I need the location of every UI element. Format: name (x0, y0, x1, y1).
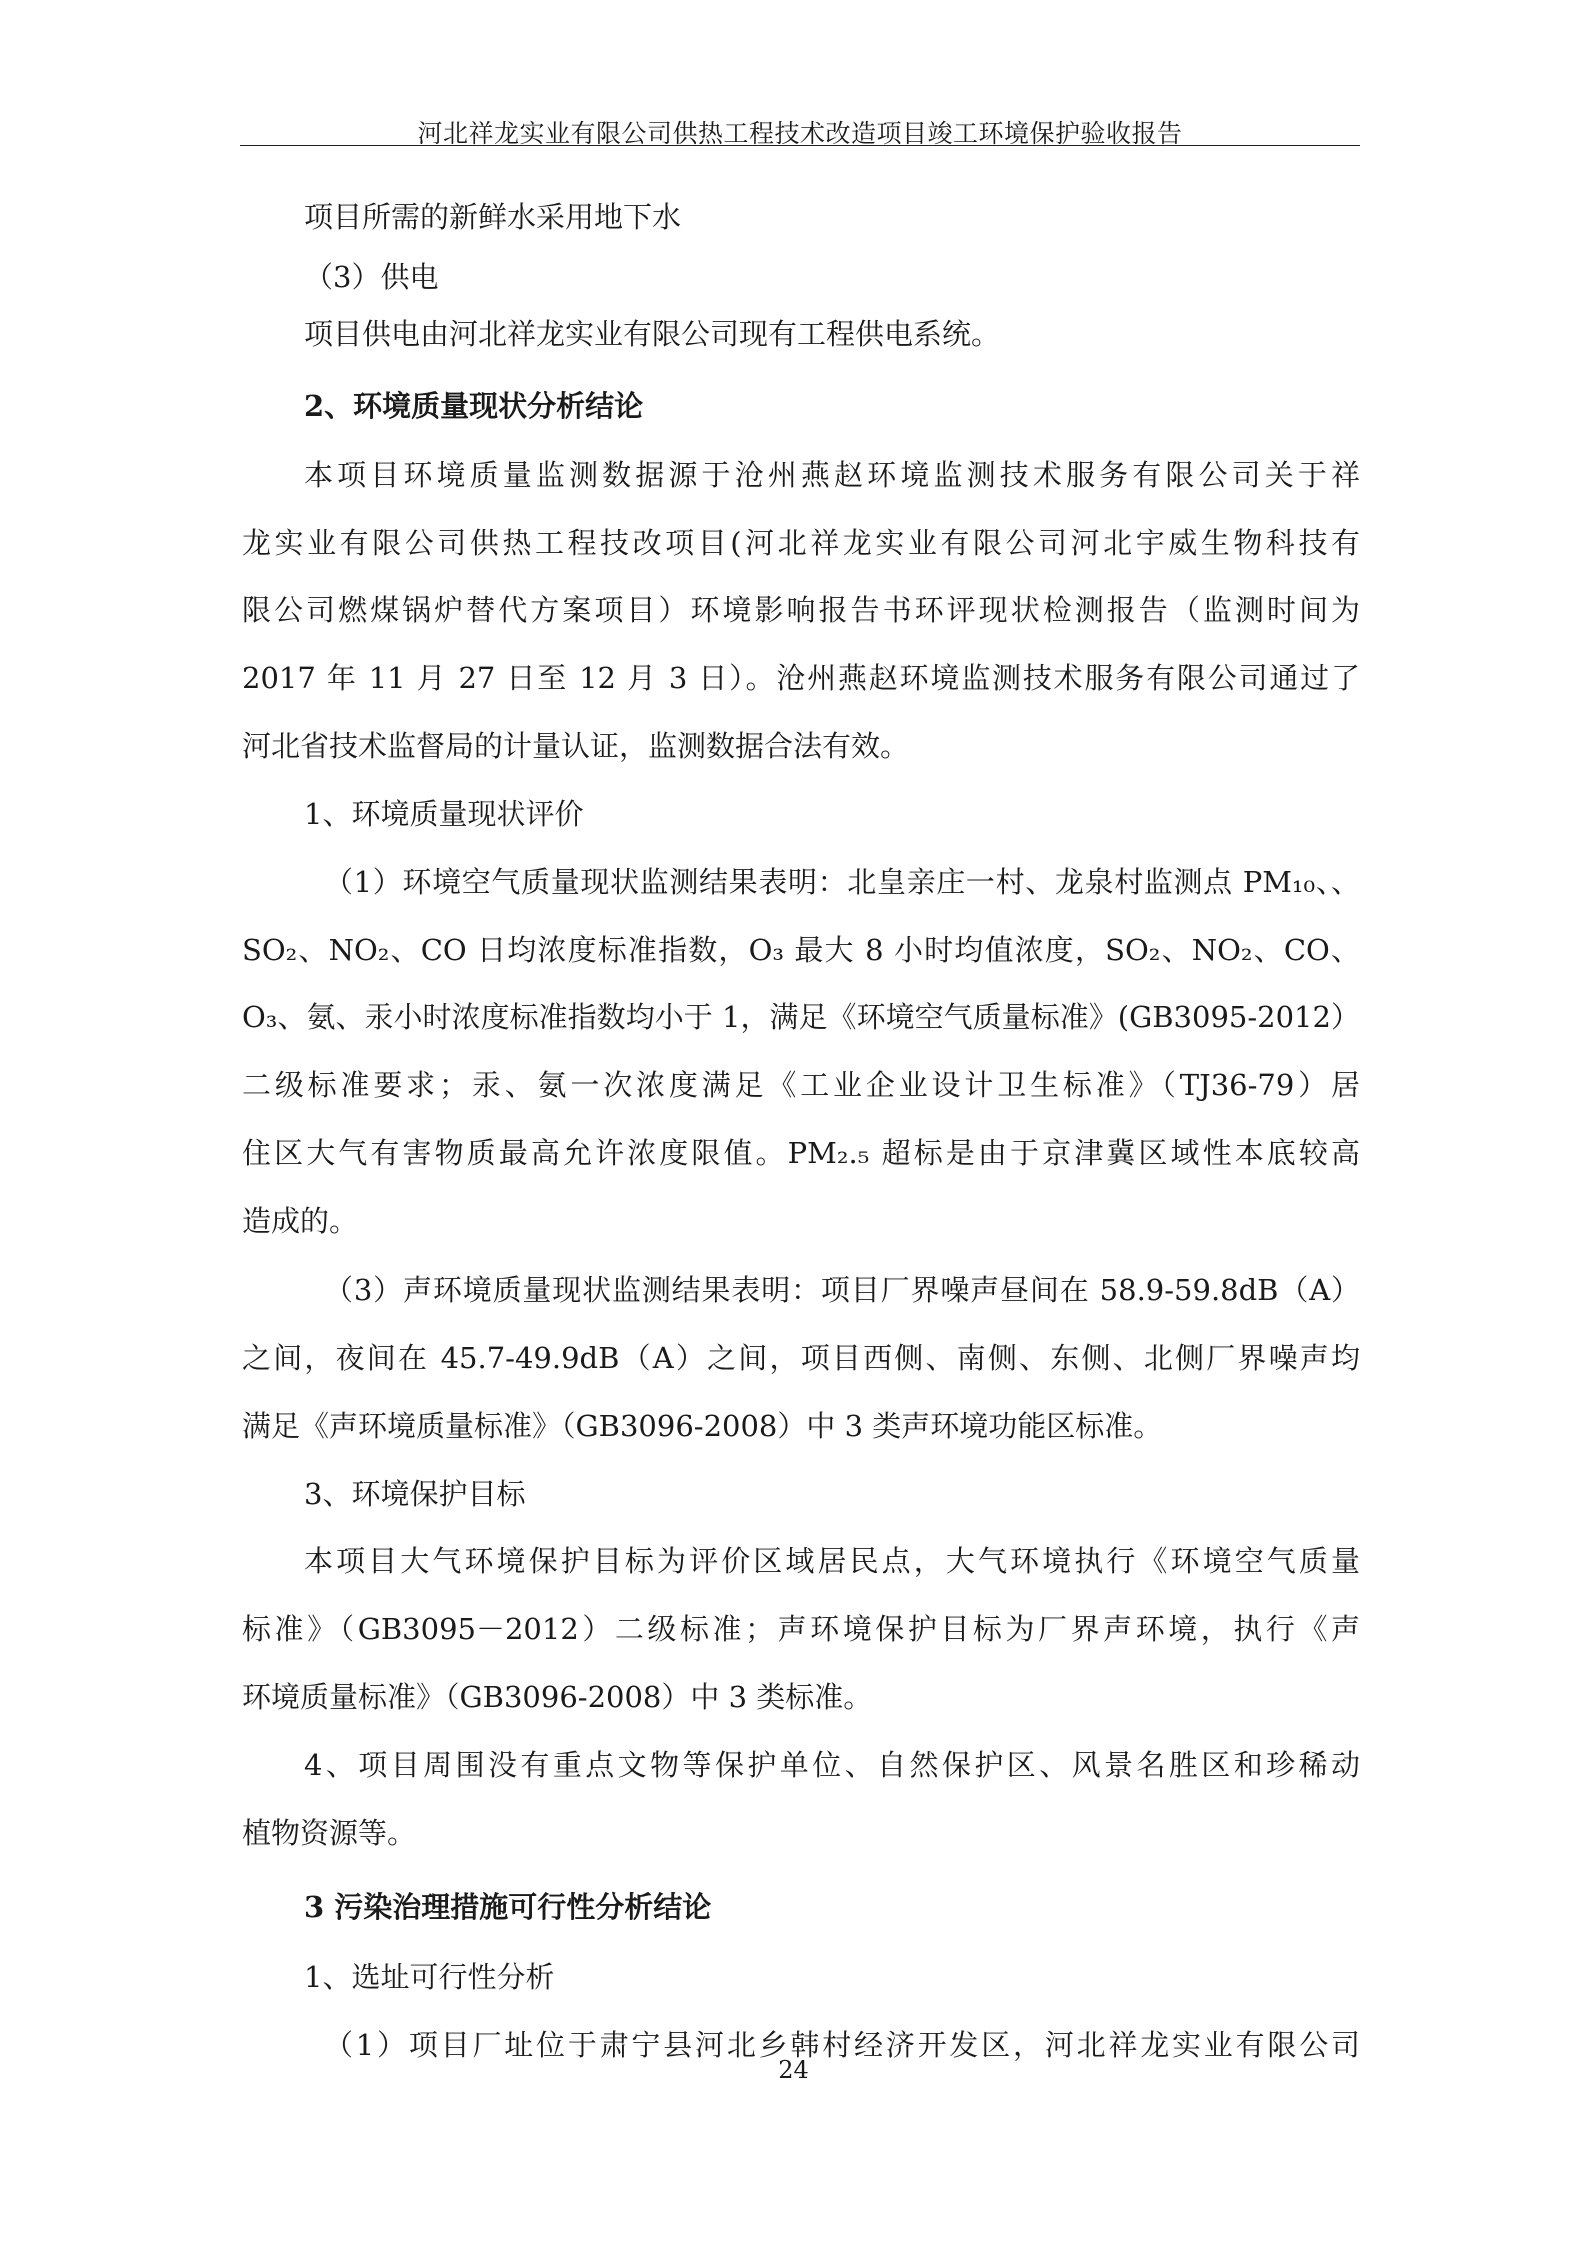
body-line: 住区大气有害物质最高允许浓度限值。PM₂.₅ 超标是由于京津冀区域性本底较高 (242, 1136, 1360, 1170)
body-line: 造成的。 (242, 1204, 359, 1238)
body-line: SO₂、NO₂、CO 日均浓度标准指数，O₃ 最大 8 小时均值浓度，SO₂、NO₂、CO、 (242, 933, 1360, 967)
section-heading: 2、环境质量现状分析结论 (304, 389, 644, 423)
section-heading: 3 污染治理措施可行性分析结论 (304, 1890, 712, 1924)
body-line: 标准》（GB3095－2012）二级标准；声环境保护目标为厂界声环境，执行《声 (242, 1612, 1360, 1646)
body-line: 二级标准要求；汞、氨一次浓度满足《工业企业设计卫生标准》（TJ36-79）居 (242, 1068, 1360, 1102)
body-line: 3、环境保护目标 (304, 1477, 526, 1511)
body-line: 1、选址可行性分析 (304, 1960, 555, 1994)
body-line: 2017 年 11 月 27 日至 12 月 3 日）。沧州燕赵环境监测技术服务有限公司通过了 (242, 661, 1360, 695)
body-line: 项目所需的新鲜水采用地下水 (304, 200, 682, 234)
body-line: 项目供电由河北祥龙实业有限公司现有工程供电系统。 (304, 317, 1001, 351)
body-line: （3）声环境质量现状监测结果表明：项目厂界噪声昼间在 58.9-59.8dB（A） (324, 1273, 1360, 1307)
body-line: 之间，夜间在 45.7-49.9dB（A）之间，项目西侧、南侧、东侧、北侧厂界噪声均 (242, 1341, 1360, 1375)
body-line: 河北省技术监督局的计量认证，监测数据合法有效。 (242, 729, 910, 763)
body-line: 本项目环境质量监测数据源于沧州燕赵环境监测技术服务有限公司关于祥 (304, 458, 1360, 492)
body-line: 1、环境质量现状评价 (304, 797, 584, 831)
body-line: 植物资源等。 (242, 1816, 417, 1850)
body-line: 龙实业有限公司供热工程技改项目(河北祥龙实业有限公司河北宇威生物科技有 (242, 526, 1360, 560)
body-line: （1）环境空气质量现状监测结果表明：北皇亲庄一村、龙泉村监测点 PM₁₀、、 (324, 865, 1360, 899)
body-line: 限公司燃煤锅炉替代方案项目）环境影响报告书环评现状检测报告（监测时间为 (242, 593, 1360, 627)
header-title: 河北祥龙实业有限公司供热工程技术改造项目竣工环境保护验收报告 (417, 119, 1183, 148)
page-number: 24 (778, 2056, 809, 2084)
body-line: （3）供电 (304, 260, 439, 294)
body-line: 环境质量标准》（GB3096-2008）中 3 类标准。 (242, 1680, 873, 1714)
body-line: 满足《声环境质量标准》（GB3096-2008）中 3 类声环境功能区标准。 (242, 1409, 1163, 1443)
body-line: 本项目大气环境保护目标为评价区域居民点，大气环境执行《环境空气质量 (304, 1544, 1360, 1578)
header-rule (240, 145, 1360, 146)
body-line: （1）项目厂址位于肃宁县河北乡韩村经济开发区，河北祥龙实业有限公司 (324, 2028, 1360, 2062)
body-line: O₃、氨、汞小时浓度标准指数均小于 1，满足《环境空气质量标准》(GB3095-2012） (242, 1000, 1360, 1034)
body-line: 4、项目周围没有重点文物等保护单位、自然保护区、风景名胜区和珍稀动 (304, 1748, 1360, 1782)
